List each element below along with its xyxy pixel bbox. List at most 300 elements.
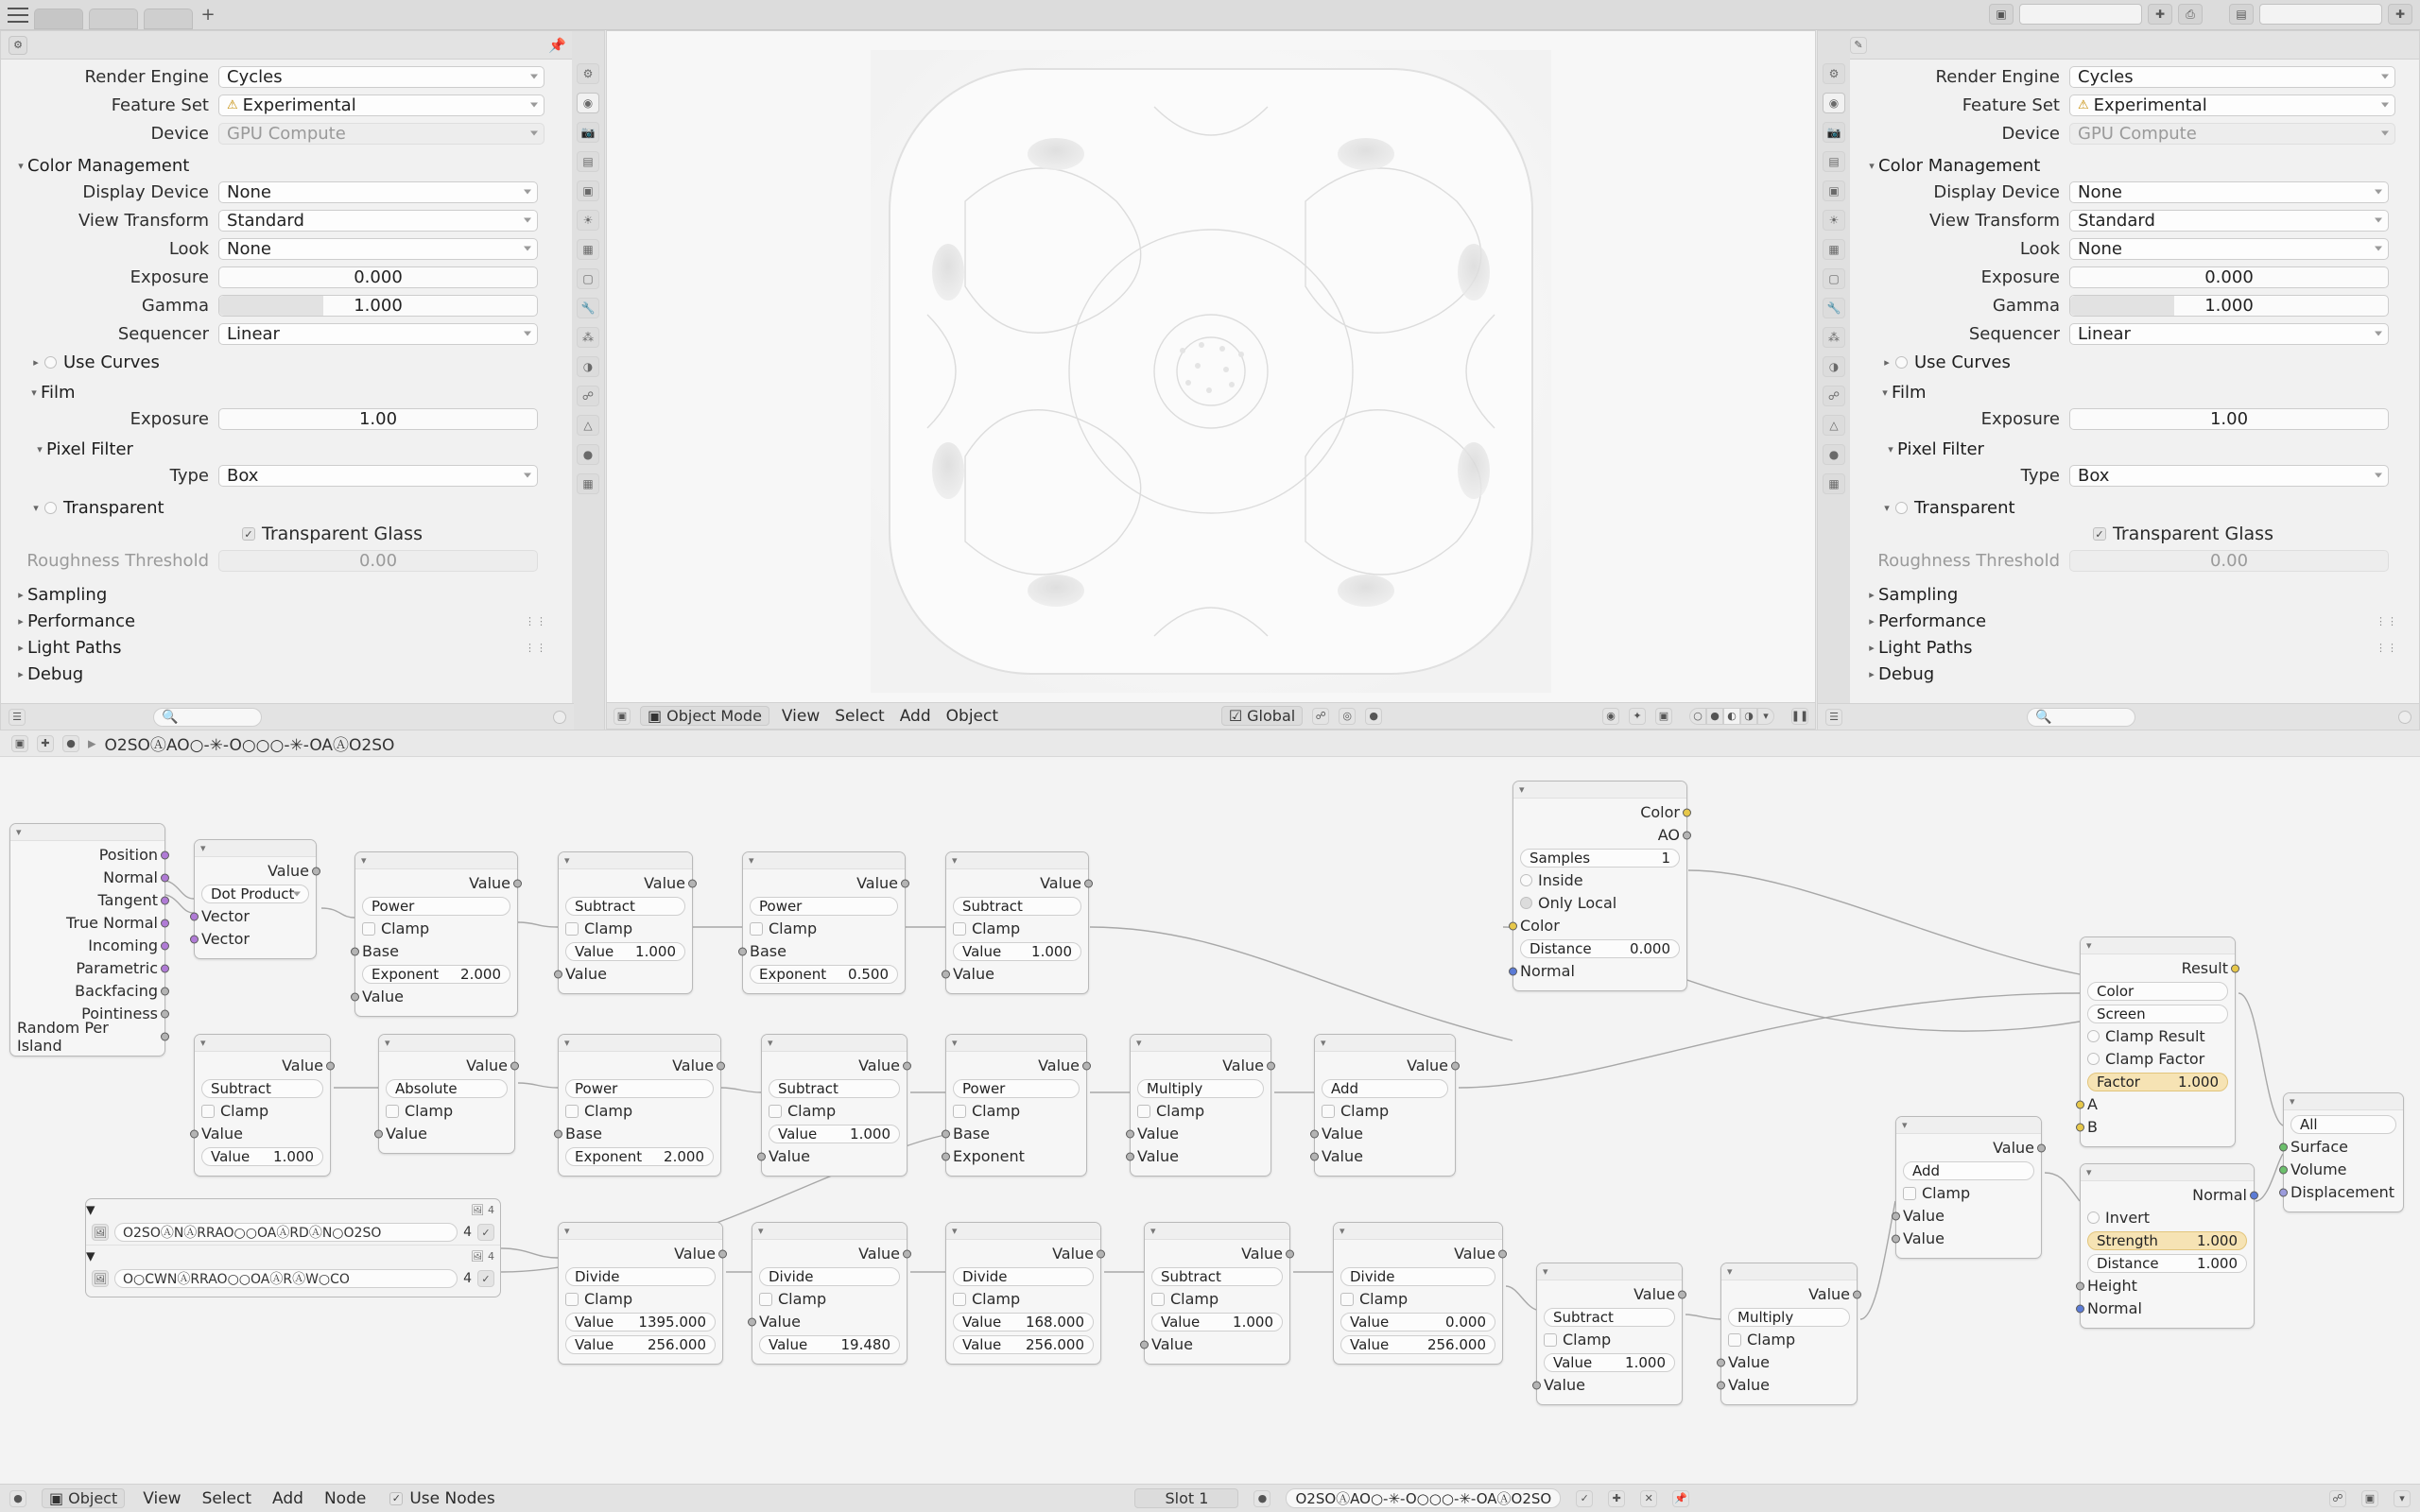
- node-math-multiply-1[interactable]: [1130, 1034, 1271, 1177]
- node-header[interactable]: ▾: [946, 1223, 1100, 1240]
- row-transparent-glass: [2093, 523, 2419, 545]
- node-input-value-2[interactable]: Value 256.000: [1340, 1334, 1495, 1354]
- node-clamp-checkbox[interactable]: Clamp: [1137, 1101, 1264, 1121]
- texture-slot-1[interactable]: [86, 1220, 500, 1245]
- node-operation-dropdown[interactable]: Dot Product: [201, 884, 309, 903]
- node-clamp-checkbox[interactable]: Clamp: [362, 919, 510, 938]
- editor-type-icon[interactable]: ⚙: [9, 36, 27, 55]
- tab-world[interactable]: ☀: [577, 210, 599, 231]
- row-render-engine: [1852, 65, 2419, 88]
- node-operation-dropdown[interactable]: Subtract: [769, 1078, 900, 1098]
- exposure-slider[interactable]: [2069, 266, 2389, 288]
- sequencer-dropdown[interactable]: [218, 323, 538, 345]
- workspace-tab-1[interactable]: [34, 9, 83, 29]
- node-clamp-checkbox[interactable]: Clamp: [1903, 1183, 2034, 1203]
- node-input-value-1[interactable]: Value 1.000: [1151, 1312, 1283, 1332]
- unlink-icon[interactable]: ✕: [1640, 1490, 1657, 1507]
- roughness-threshold-slider[interactable]: [218, 550, 538, 572]
- node-clamp-checkbox[interactable]: Clamp: [769, 1101, 900, 1121]
- shader-type-dropdown[interactable]: [42, 1488, 125, 1508]
- node-geometry[interactable]: [9, 823, 165, 1057]
- display-device-dropdown[interactable]: [218, 181, 538, 203]
- menu-add[interactable]: Add: [272, 1488, 303, 1508]
- tab-physics[interactable]: ◑: [577, 356, 599, 377]
- node-operation-dropdown[interactable]: Add: [1903, 1160, 2034, 1180]
- material-icon[interactable]: ●: [62, 735, 79, 752]
- new-scene-icon[interactable]: ✚: [2148, 4, 2172, 25]
- node-input-value-1[interactable]: Value 1.000: [953, 941, 1081, 961]
- node-math-add-1[interactable]: [1314, 1034, 1456, 1177]
- node-header[interactable]: ▾: [2284, 1093, 2403, 1110]
- view-layer-name-field[interactable]: [2259, 4, 2382, 25]
- node-input-samples[interactable]: Samples 1: [1520, 848, 1680, 868]
- node-operation-dropdown[interactable]: Subtract: [1151, 1266, 1283, 1286]
- performance-menu-icon[interactable]: ⋮⋮: [525, 614, 547, 627]
- node-clamp-checkbox[interactable]: Clamp: [1322, 1101, 1448, 1121]
- node-clamp-checkbox[interactable]: Clamp: [953, 919, 1081, 938]
- node-clamp-checkbox[interactable]: Clamp: [953, 1289, 1094, 1309]
- row-pixel-filter-type: [1852, 464, 2419, 487]
- node-math-subtract-3[interactable]: [194, 1034, 331, 1177]
- node-input-value-1[interactable]: Value 1.000: [769, 1124, 900, 1143]
- node-header[interactable]: ▾: [355, 852, 517, 869]
- node-operation-dropdown[interactable]: Subtract: [953, 896, 1081, 916]
- node-bump[interactable]: [2080, 1163, 2255, 1329]
- use-curves-checkbox[interactable]: [1895, 356, 1908, 369]
- node-math-subtract-2[interactable]: [945, 851, 1089, 994]
- tab-render[interactable]: ◉: [577, 93, 599, 113]
- view-transform-value: Standard: [2078, 210, 2155, 231]
- section-use-curves[interactable]: [29, 351, 568, 373]
- node-math-divide-1[interactable]: [558, 1222, 723, 1365]
- object-icon[interactable]: ▣: [11, 735, 28, 752]
- exposure-slider[interactable]: [218, 266, 538, 288]
- node-math-divide-2[interactable]: [752, 1222, 908, 1365]
- node-canvas[interactable]: [0, 757, 2420, 1484]
- node-header[interactable]: ▾: [946, 852, 1088, 869]
- node-clamp-checkbox[interactable]: Clamp: [565, 1101, 714, 1121]
- tab-physics[interactable]: ◑: [1823, 356, 1845, 377]
- node-header[interactable]: ▾: [195, 1035, 330, 1052]
- exposure-label: Exposure: [130, 266, 209, 287]
- use-nodes-label: Use Nodes: [409, 1488, 495, 1508]
- light-paths-menu-icon[interactable]: ⋮⋮: [525, 641, 547, 654]
- workspace-tab-2[interactable]: [89, 9, 138, 29]
- node-clamp-checkbox[interactable]: Clamp: [953, 1101, 1080, 1121]
- tab-tool[interactable]: ⚙: [1823, 63, 1845, 84]
- visibility-icon[interactable]: ◉: [1602, 708, 1619, 725]
- device-dropdown[interactable]: [218, 123, 544, 145]
- section-transparent[interactable]: [1880, 496, 2419, 519]
- node-clamp-checkbox[interactable]: Clamp: [750, 919, 898, 938]
- pause-icon[interactable]: ❚❚: [1791, 708, 1808, 725]
- editor-type-icon[interactable]: ▣: [614, 708, 631, 725]
- shield-icon[interactable]: ✓: [477, 1224, 494, 1241]
- node-clamp-checkbox[interactable]: Clamp: [759, 1289, 900, 1309]
- node-operation-dropdown[interactable]: Divide: [1340, 1266, 1495, 1286]
- roughness-threshold-label: Roughness Threshold: [1877, 550, 2060, 571]
- node-header[interactable]: ▾: [1513, 782, 1686, 799]
- node-math-subtract-1[interactable]: [558, 851, 693, 994]
- node-input-value-2[interactable]: Value 19.480: [759, 1334, 900, 1354]
- gizmo-icon[interactable]: ✦: [1629, 708, 1646, 725]
- node-output-incoming: Incoming: [17, 936, 158, 955]
- shading-wireframe-icon[interactable]: ○: [1689, 708, 1706, 725]
- node-header[interactable]: ▾: [762, 1035, 907, 1052]
- filter-icon[interactable]: ☰: [1825, 709, 1842, 726]
- node-clamp-factor-checkbox[interactable]: Clamp Factor: [2087, 1049, 2228, 1069]
- node-input-distance[interactable]: Distance 1.000: [2087, 1253, 2247, 1273]
- node-clamp-result-checkbox[interactable]: Clamp Result: [2087, 1026, 2228, 1046]
- node-header[interactable]: ▾: [1721, 1263, 1857, 1280]
- texture-name-field-1[interactable]: [114, 1223, 458, 1242]
- menu-view[interactable]: View: [781, 706, 821, 726]
- section-pixel-filter[interactable]: [1884, 438, 2419, 460]
- menu-select[interactable]: Select: [835, 706, 885, 726]
- node-input-factor[interactable]: Factor 1.000: [2087, 1072, 2228, 1091]
- browse-image-icon[interactable]: 🖼: [92, 1270, 109, 1287]
- tab-output[interactable]: 📷: [1823, 122, 1845, 143]
- tab-texture[interactable]: ▦: [1823, 473, 1845, 494]
- tab-constraints[interactable]: ☍: [1823, 386, 1845, 406]
- tab-data[interactable]: △: [1823, 415, 1845, 436]
- node-math-add-2[interactable]: [1895, 1116, 2042, 1259]
- node-input-value-2[interactable]: Value 256.000: [565, 1334, 716, 1354]
- node-header[interactable]: ▾: [1315, 1035, 1455, 1052]
- mode-dropdown[interactable]: [640, 706, 769, 726]
- new-material-icon[interactable]: ✚: [1608, 1490, 1625, 1507]
- node-input-exponent[interactable]: Exponent 0.500: [750, 964, 898, 984]
- node-input-value-2[interactable]: Value 1.000: [201, 1146, 323, 1166]
- tool-settings-icon[interactable]: ✎: [1850, 37, 1867, 54]
- node-header[interactable]: ▾: [1131, 1035, 1270, 1052]
- node-vector-math[interactable]: [194, 839, 317, 959]
- node-input-value-1[interactable]: Value 168.000: [953, 1312, 1094, 1332]
- hamburger-icon[interactable]: [8, 8, 28, 23]
- section-color-management[interactable]: [1865, 154, 2419, 177]
- look-dropdown[interactable]: [218, 238, 538, 260]
- node-operation-dropdown[interactable]: Divide: [759, 1266, 900, 1286]
- node-math-subtract-5[interactable]: [1144, 1222, 1290, 1365]
- node-data-type-dropdown[interactable]: Color: [2087, 981, 2228, 1001]
- tab-tool[interactable]: ⚙: [577, 63, 599, 84]
- node-header[interactable]: ▾: [1896, 1117, 2041, 1134]
- tab-world[interactable]: ☀: [1823, 210, 1845, 231]
- node-operation-dropdown[interactable]: Power: [953, 1078, 1080, 1098]
- tab-particles[interactable]: ⁂: [577, 327, 599, 348]
- node-header[interactable]: ▾: [559, 1223, 722, 1240]
- node-operation-dropdown[interactable]: Power: [362, 896, 510, 916]
- scene-name-field[interactable]: [2019, 4, 2142, 25]
- node-clamp-checkbox[interactable]: Clamp: [565, 919, 685, 938]
- snap-toggle[interactable]: [553, 711, 566, 724]
- node-input-strength[interactable]: Strength 1.000: [2087, 1230, 2247, 1250]
- shading-rendered-icon[interactable]: ◑: [1740, 708, 1757, 725]
- node-input-distance[interactable]: Distance 0.000: [1520, 938, 1680, 958]
- node-header[interactable]: ▾: [752, 1223, 907, 1240]
- menu-node[interactable]: Node: [323, 1488, 367, 1508]
- menu-view[interactable]: View: [143, 1488, 182, 1508]
- node-math-subtract-4[interactable]: [761, 1034, 908, 1177]
- section-light-paths[interactable]: [14, 636, 568, 659]
- node-input-value-1[interactable]: Value 1.000: [1544, 1352, 1675, 1372]
- node-operation-dropdown[interactable]: Subtract: [201, 1078, 323, 1098]
- menu-add[interactable]: Add: [899, 706, 931, 726]
- tab-render[interactable]: ◉: [1823, 93, 1845, 113]
- node-input-exponent[interactable]: Exponent 2.000: [362, 964, 510, 984]
- pivot-icon[interactable]: ◎: [1339, 708, 1356, 725]
- texture-slot-2[interactable]: [86, 1266, 500, 1291]
- node-header[interactable]: ▾: [2081, 1164, 2254, 1181]
- tab-output[interactable]: 📷: [577, 122, 599, 143]
- node-operation-dropdown[interactable]: Subtract: [1544, 1307, 1675, 1327]
- node-header[interactable]: ▾: [1145, 1223, 1289, 1240]
- node-clamp-checkbox[interactable]: Clamp: [386, 1101, 508, 1121]
- node-header[interactable]: ▾: [743, 852, 905, 869]
- node-clamp-checkbox[interactable]: Clamp: [1340, 1289, 1495, 1309]
- tab-collection[interactable]: ▦: [577, 239, 599, 260]
- sequencer-label: Sequencer: [1968, 323, 2060, 344]
- add-icon[interactable]: ✚: [37, 735, 54, 752]
- display-device-label: Display Device: [82, 181, 209, 202]
- node-header[interactable]: ▾: [559, 1035, 720, 1052]
- overlays-icon[interactable]: ▣: [1655, 708, 1672, 725]
- node-input-value-2[interactable]: Value 256.000: [953, 1334, 1094, 1354]
- filter-icon[interactable]: ☰: [9, 709, 26, 726]
- node-input-value-1: Value: [1322, 1124, 1448, 1143]
- tab-material[interactable]: ●: [577, 444, 599, 465]
- sequencer-dropdown[interactable]: [2069, 323, 2389, 345]
- proportional-edit-icon[interactable]: ●: [1365, 708, 1382, 725]
- node-math-multiply-2[interactable]: [1720, 1263, 1858, 1405]
- node-invert-checkbox[interactable]: Invert: [2087, 1208, 2247, 1228]
- node-header[interactable]: ▾ 🖼 4: [86, 1199, 494, 1220]
- gamma-label: Gamma: [1992, 295, 2060, 316]
- browse-image-icon[interactable]: 🖼: [92, 1224, 109, 1241]
- render-engine-value: Cycles: [2078, 66, 2134, 87]
- node-blend-mode-dropdown[interactable]: Screen: [2087, 1004, 2228, 1023]
- tab-view-layer[interactable]: ▤: [577, 151, 599, 172]
- section-sampling[interactable]: [14, 583, 568, 606]
- pixel-filter-type-dropdown[interactable]: [2069, 465, 2389, 487]
- browse-material-icon[interactable]: ●: [1253, 1490, 1270, 1507]
- node-input-color: Color: [1520, 916, 1680, 936]
- tab-scene[interactable]: ▣: [577, 180, 599, 201]
- node-input-exponent[interactable]: Exponent 2.000: [565, 1146, 714, 1166]
- section-use-curves[interactable]: [1880, 351, 2419, 373]
- node-subheader[interactable]: ▾ 🖼 4: [86, 1245, 500, 1266]
- node-operation-dropdown[interactable]: Absolute: [386, 1078, 508, 1098]
- node-math-subtract-6[interactable]: [1536, 1263, 1683, 1405]
- node-math-divide-3[interactable]: [945, 1222, 1101, 1365]
- transparent-glass-label: Transparent Glass: [262, 524, 423, 544]
- scene-icon[interactable]: ▣: [1989, 4, 2014, 25]
- node-ambient-occlusion[interactable]: [1512, 781, 1687, 991]
- tab-collection[interactable]: ▦: [1823, 239, 1845, 260]
- menu-select[interactable]: Select: [201, 1488, 252, 1508]
- node-header[interactable]: ▾: [10, 824, 164, 841]
- shading-material-icon[interactable]: ◐: [1723, 708, 1740, 725]
- snap-icon[interactable]: ☍: [2329, 1490, 2346, 1507]
- device-label: Device: [2001, 123, 2060, 144]
- texture-name-field-2[interactable]: [114, 1269, 458, 1288]
- tab-particles[interactable]: ⁂: [1823, 327, 1845, 348]
- transparent-glass-checkbox[interactable]: ✓: [242, 527, 255, 541]
- options-icon[interactable]: ▾: [2394, 1490, 2411, 1507]
- node-math-power-4[interactable]: [945, 1034, 1087, 1177]
- snap-toggle[interactable]: [2398, 711, 2411, 724]
- look-dropdown[interactable]: [2069, 238, 2389, 260]
- section-film[interactable]: [1878, 381, 2419, 404]
- feature-set-dropdown[interactable]: [2069, 94, 2395, 116]
- node-operation-dropdown[interactable]: Multiply: [1728, 1307, 1850, 1327]
- film-exposure-slider[interactable]: [218, 408, 538, 430]
- node-clamp-checkbox[interactable]: Clamp: [201, 1101, 323, 1121]
- shield-icon[interactable]: ✓: [477, 1270, 494, 1287]
- use-curves-label: Use Curves: [63, 352, 160, 372]
- section-performance[interactable]: [1865, 610, 2419, 632]
- node-target-dropdown[interactable]: All: [2290, 1114, 2396, 1134]
- node-operation-dropdown[interactable]: Add: [1322, 1078, 1448, 1098]
- pixel-filter-type-dropdown[interactable]: [218, 465, 538, 487]
- node-header[interactable]: ▾: [1537, 1263, 1682, 1280]
- row-roughness-threshold: [1852, 549, 2419, 572]
- node-header[interactable]: ▾: [2081, 937, 2235, 954]
- section-debug[interactable]: [14, 662, 568, 685]
- render-engine-dropdown[interactable]: [218, 66, 544, 88]
- display-device-label: Display Device: [1933, 181, 2060, 202]
- section-light-paths[interactable]: [1865, 636, 2419, 659]
- node-math-absolute[interactable]: [378, 1034, 515, 1154]
- tab-object[interactable]: ▢: [1823, 268, 1845, 289]
- roughness-threshold-slider[interactable]: [2069, 550, 2389, 572]
- shading-options-icon[interactable]: ▾: [1757, 708, 1774, 725]
- film-exposure-slider[interactable]: [2069, 408, 2389, 430]
- copy-scene-icon[interactable]: ⎙: [2178, 4, 2203, 25]
- node-header[interactable]: ▾: [1334, 1223, 1502, 1240]
- section-performance[interactable]: [14, 610, 568, 632]
- transparent-glass-checkbox[interactable]: ✓: [2093, 527, 2106, 541]
- section-film[interactable]: [27, 381, 568, 404]
- editor-type-icon[interactable]: ●: [9, 1490, 26, 1507]
- node-only-local-checkbox[interactable]: Only Local: [1520, 893, 1680, 913]
- roughness-threshold-value: 0.00: [2209, 550, 2249, 571]
- device-value: GPU Compute: [227, 123, 346, 144]
- tab-material[interactable]: ●: [1823, 444, 1845, 465]
- node-clamp-checkbox[interactable]: Clamp: [1544, 1330, 1675, 1349]
- node-input-value-1[interactable]: Value 1.000: [565, 941, 685, 961]
- tab-object[interactable]: ▢: [577, 268, 599, 289]
- node-header[interactable]: ▾: [379, 1035, 514, 1052]
- node-operation-dropdown[interactable]: Divide: [565, 1266, 716, 1286]
- section-pixel-filter[interactable]: [33, 438, 568, 460]
- workspace-tab-3[interactable]: [144, 9, 193, 29]
- node-image-textures[interactable]: [85, 1198, 501, 1297]
- node-operation-dropdown[interactable]: Divide: [953, 1266, 1094, 1286]
- shield-icon[interactable]: ✓: [1576, 1490, 1593, 1507]
- pin-icon[interactable]: 📌: [548, 36, 566, 54]
- node-operation-dropdown[interactable]: Power: [750, 896, 898, 916]
- view-layer-icon[interactable]: ▤: [2229, 4, 2254, 25]
- gamma-slider[interactable]: [218, 295, 538, 317]
- section-debug[interactable]: [1865, 662, 2419, 685]
- section-sampling[interactable]: [1865, 583, 2419, 606]
- node-clamp-checkbox[interactable]: Clamp: [565, 1289, 716, 1309]
- overlay-icon[interactable]: ▣: [2361, 1490, 2378, 1507]
- node-clamp-checkbox[interactable]: Clamp: [1728, 1330, 1850, 1349]
- view-transform-dropdown[interactable]: [218, 210, 538, 232]
- node-math-power-2[interactable]: [742, 851, 906, 994]
- node-math-divide-4[interactable]: [1333, 1222, 1503, 1365]
- node-input-value-1[interactable]: Value 0.000: [1340, 1312, 1495, 1332]
- object-icon: ▣: [49, 1489, 64, 1507]
- node-input-value: Value: [362, 987, 510, 1006]
- tab-view-layer[interactable]: ▤: [1823, 151, 1845, 172]
- node-header[interactable]: ▾: [559, 852, 692, 869]
- display-device-dropdown[interactable]: [2069, 181, 2389, 203]
- menu-object[interactable]: Object: [945, 706, 999, 726]
- pixel-filter-type-label: Type: [169, 465, 209, 486]
- transform-orientation-dropdown[interactable]: [1221, 706, 1303, 726]
- tab-scene[interactable]: ▣: [1823, 180, 1845, 201]
- snap-magnet-icon[interactable]: ☍: [1312, 708, 1329, 725]
- node-inside-checkbox[interactable]: Inside: [1520, 870, 1680, 890]
- node-header[interactable]: ▾: [946, 1035, 1086, 1052]
- node-operation-dropdown[interactable]: Multiply: [1137, 1078, 1264, 1098]
- node-math-power-1[interactable]: [354, 851, 518, 1017]
- tab-constraints[interactable]: ☍: [577, 386, 599, 406]
- gamma-slider[interactable]: [2069, 295, 2389, 317]
- transparent-checkbox[interactable]: [1895, 502, 1908, 514]
- node-output-value: Value: [1137, 1056, 1264, 1075]
- feature-set-dropdown[interactable]: [218, 94, 544, 116]
- render-engine-label: Render Engine: [84, 66, 209, 87]
- tab-data[interactable]: △: [577, 415, 599, 436]
- node-output-value: Value: [1340, 1244, 1495, 1263]
- shading-solid-icon[interactable]: ●: [1706, 708, 1723, 725]
- view-transform-dropdown[interactable]: [2069, 210, 2389, 232]
- tab-texture[interactable]: ▦: [577, 473, 599, 494]
- node-header[interactable]: ▾: [195, 840, 316, 857]
- use-nodes-checkbox[interactable]: ✓ Use Nodes: [389, 1489, 494, 1508]
- node-mix-color[interactable]: [2080, 936, 2236, 1147]
- slot-dropdown[interactable]: [1134, 1488, 1238, 1508]
- node-math-power-3[interactable]: [558, 1034, 721, 1177]
- film-label: Film: [41, 382, 76, 403]
- tab-modifier[interactable]: 🔧: [577, 298, 599, 318]
- node-operation-dropdown[interactable]: Power: [565, 1078, 714, 1098]
- node-material-output[interactable]: [2283, 1092, 2404, 1212]
- search-input[interactable]: [2027, 708, 2135, 727]
- device-dropdown[interactable]: [2069, 123, 2395, 145]
- node-clamp-checkbox[interactable]: Clamp: [1151, 1289, 1283, 1309]
- new-view-layer-icon[interactable]: ✚: [2388, 4, 2412, 25]
- light-paths-menu-icon[interactable]: ⋮⋮: [2376, 641, 2398, 654]
- search-input[interactable]: [153, 708, 262, 727]
- use-curves-checkbox[interactable]: [44, 356, 57, 369]
- node-operation-dropdown[interactable]: Subtract: [565, 896, 685, 916]
- add-workspace-button[interactable]: +: [200, 5, 216, 25]
- tab-modifier[interactable]: 🔧: [1823, 298, 1845, 318]
- material-name-field[interactable]: [1286, 1488, 1561, 1508]
- section-transparent[interactable]: [29, 496, 568, 519]
- transparent-checkbox[interactable]: [44, 502, 57, 514]
- section-color-management[interactable]: [14, 154, 568, 177]
- render-engine-dropdown[interactable]: [2069, 66, 2395, 88]
- performance-menu-icon[interactable]: ⋮⋮: [2376, 614, 2398, 627]
- pin-icon[interactable]: 📌: [1672, 1490, 1689, 1507]
- node-input-value-1[interactable]: Value 1395.000: [565, 1312, 716, 1332]
